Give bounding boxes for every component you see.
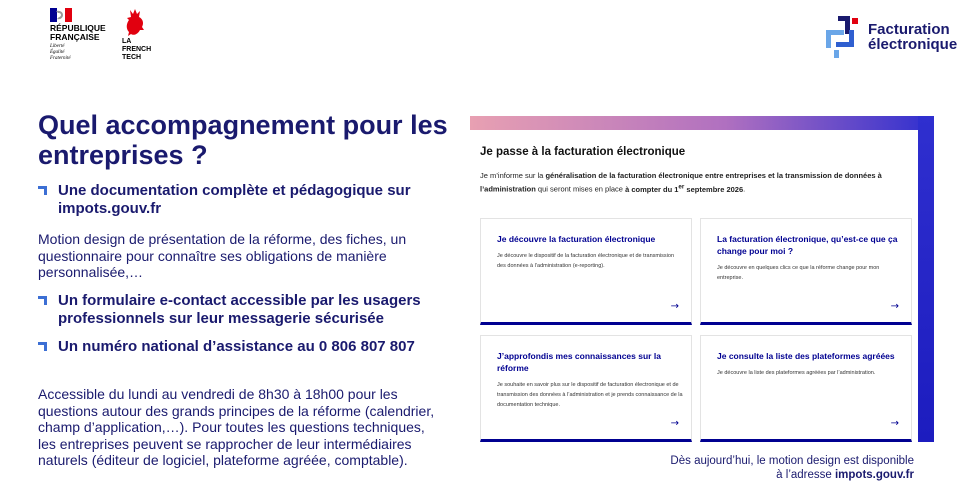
caption-line2 bbox=[670, 468, 914, 482]
french-tech-line3: TECH bbox=[122, 54, 142, 61]
card-ce-que-ca-change[interactable] bbox=[700, 218, 912, 325]
card-plateformes-agreees[interactable] bbox=[700, 335, 912, 442]
rooster-icon bbox=[120, 8, 150, 38]
bullet-marker-icon bbox=[38, 342, 47, 351]
intro-text-a: Je m’informe sur la bbox=[480, 171, 546, 180]
panel-gradient-right bbox=[918, 116, 934, 442]
motto-line3: Fraternité bbox=[50, 56, 71, 61]
intro-text-b: généralisation de la facturation électronique entre entreprises et la transmission de données à l’administration bbox=[480, 171, 882, 194]
bullet-phone-number bbox=[38, 338, 438, 356]
republique-line1: RÉPUBLIQUE bbox=[50, 23, 106, 33]
main-title: Quel accompagnement pour les entreprises ? bbox=[38, 110, 448, 170]
arrow-right-icon[interactable]: → bbox=[670, 418, 679, 429]
bullet-documentation-text: Une documentation complète et pédagogique sur impots.gouv.fr bbox=[58, 182, 411, 217]
motion-design-caption bbox=[670, 454, 914, 482]
intro-text-f: . bbox=[743, 184, 746, 194]
card-title: Je consulte la liste des plateformes agréées bbox=[717, 351, 895, 361]
caption-prefix: à l’adresse bbox=[776, 469, 835, 481]
french-tech-line2: FRENCH bbox=[122, 46, 152, 53]
paragraph-assistance-hours: Accessible du lundi au vendredi de 8h30 à 18h00 pour les questions autour des grands principes de la réforme (calendrier, champ d’application,…). Pour toutes les questions techniques, les entreprises peuvent se rapprocher de leur intermédiaires naturels (éditeur de logiciel, plateforme agréée, comptable). bbox=[38, 386, 435, 468]
french-tech-logo bbox=[116, 8, 156, 66]
caption-line1: Dès aujourd’hui, le motion design est disponible bbox=[670, 455, 914, 467]
bullet-phone-text: Un numéro national d’assistance au 0 806 807 807 bbox=[58, 338, 415, 355]
card-text: Je souhaite en savoir plus sur le dispositif de facturation électronique et de transmission des données à l’administration et je prends connaissance de la documentation technique. bbox=[497, 382, 683, 408]
arrow-right-icon[interactable]: → bbox=[890, 418, 899, 429]
card-decouvre[interactable] bbox=[480, 218, 692, 325]
panel-intro bbox=[480, 170, 916, 195]
french-tech-line1: LA bbox=[122, 38, 132, 45]
panel-content bbox=[470, 130, 918, 442]
card-title: J’approfondis mes connaissances sur la réforme bbox=[497, 351, 661, 373]
bullet-marker-icon bbox=[38, 186, 47, 195]
intro-text-d-wrap bbox=[625, 183, 746, 194]
bullet-e-contact-text: Un formulaire e-contact accessible par les usagers professionnels sur leur messagerie sécurisée bbox=[58, 292, 421, 327]
card-title: Je découvre la facturation électronique bbox=[497, 234, 656, 244]
facturation-logo-icon bbox=[822, 14, 864, 60]
arrow-right-icon[interactable]: → bbox=[890, 301, 899, 312]
card-text: Je découvre la liste des plateformes agréées par l’administration. bbox=[717, 370, 876, 376]
panel-gradient-top bbox=[470, 116, 934, 130]
intro-text-c: qui seront mises en place bbox=[535, 184, 626, 194]
bullet-documentation bbox=[38, 182, 458, 218]
arrow-right-icon[interactable]: → bbox=[670, 301, 679, 312]
card-title: La facturation électronique, qu’est-ce que ça change pour moi ? bbox=[717, 234, 898, 256]
impots-gouv-link[interactable]: impots.gouv.fr bbox=[834, 469, 914, 481]
motto-line2: Égalité bbox=[50, 50, 65, 55]
paragraph-motion-design: Motion design de présentation de la réforme, des fiches, un questionnaire pour connaître ses obligations de manière personnalisée,… bbox=[38, 231, 407, 280]
marianne-flag-icon bbox=[50, 8, 72, 22]
card-text: Je découvre le dispositif de la facturation électronique et de transmission des données à l’administration (e-reporting). bbox=[497, 253, 675, 269]
republique-francaise-logo bbox=[46, 6, 108, 66]
republique-line2: FRANÇAISE bbox=[50, 32, 100, 42]
facturation-line1: Facturation bbox=[868, 21, 950, 38]
intro-sup: er bbox=[678, 183, 685, 190]
bullet-e-contact bbox=[38, 292, 458, 328]
website-preview-panel bbox=[470, 116, 934, 442]
facturation-electronique-logo bbox=[818, 14, 968, 62]
intro-text-d: à compter du 1 bbox=[625, 184, 679, 194]
card-approfondis[interactable] bbox=[480, 335, 692, 442]
card-text: Je découvre en quelques clics ce que la réforme change pour mon entreprise. bbox=[717, 265, 880, 281]
intro-text-e: septembre 2026 bbox=[684, 184, 744, 194]
bullet-marker-icon bbox=[38, 296, 47, 305]
facturation-line2: électronique bbox=[868, 36, 958, 53]
panel-title: Je passe à la facturation électronique bbox=[480, 146, 686, 158]
motto-line1: Liberté bbox=[50, 44, 65, 49]
